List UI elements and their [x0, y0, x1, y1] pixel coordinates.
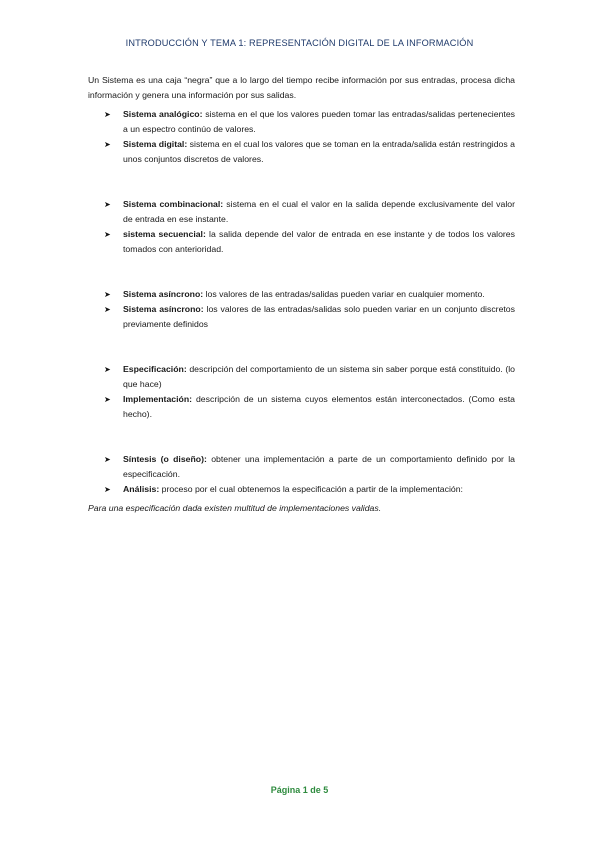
arrowhead-bullet-icon: ➤ — [104, 200, 111, 209]
list-item — [88, 452, 515, 482]
arrowhead-bullet-icon: ➤ — [104, 455, 111, 464]
term: Sistema digital: — [123, 139, 188, 149]
definition: sistema en el que los valores pueden tomar las entradas/salidas pertenecientes a un espectro continúo de valores. — [123, 109, 515, 134]
term: Sistema asíncrono: — [123, 289, 204, 299]
arrowhead-bullet-icon: ➤ — [104, 305, 111, 314]
closing-note: Para una especificación dada existen multitud de implementaciones validas. — [88, 503, 382, 513]
term: Implementación: — [123, 394, 193, 404]
group-combinational-sequential — [88, 197, 515, 257]
list-item — [88, 392, 515, 422]
term: Sistema combinacional: — [123, 199, 224, 209]
group-analog-digital — [88, 107, 515, 167]
term: sistema secuencial: — [123, 229, 206, 239]
term: Síntesis (o diseño): — [123, 454, 207, 464]
arrowhead-bullet-icon: ➤ — [104, 485, 111, 494]
group-spec-impl — [88, 362, 515, 422]
group-synthesis-analysis — [88, 452, 515, 497]
definition: los valores de las entradas/salidas solo pueden variar en un conjunto discretos previamente definidos — [123, 304, 515, 329]
definition: la salida depende del valor de entrada en ese instante y de todos los valores tomados con anterioridad. — [123, 229, 515, 254]
term: Sistema asíncrono: — [123, 304, 204, 314]
list-item — [88, 197, 515, 227]
list-item — [88, 482, 515, 497]
definition: obtener una implementación a parte de un comportamiento definido por la especificación. — [123, 454, 515, 479]
list-item — [88, 107, 515, 137]
arrowhead-bullet-icon: ➤ — [104, 110, 111, 119]
term: Análisis: — [123, 484, 160, 494]
page-number: Página 1 de 5 — [270, 785, 329, 795]
definition: proceso por el cual obtenemos la especificación a partir de la implementación: — [159, 484, 463, 494]
arrowhead-bullet-icon: ➤ — [104, 230, 111, 239]
arrowhead-bullet-icon: ➤ — [104, 365, 111, 374]
list-item — [88, 362, 515, 392]
group-async-sync — [88, 287, 515, 332]
definition: los valores de las entradas/salidas pueden variar en cualquier momento. — [203, 289, 485, 299]
list-item — [88, 302, 515, 332]
arrowhead-bullet-icon: ➤ — [104, 395, 111, 404]
term: Sistema analógico: — [123, 109, 203, 119]
page-header-title: INTRODUCCIÓN Y TEMA 1: REPRESENTACIÓN DIGITAL DE LA INFORMACIÓN — [125, 38, 474, 48]
term: Especificación: — [123, 364, 187, 374]
list-item — [88, 227, 515, 257]
intro-paragraph: Un Sistema es una caja “negra” que a lo largo del tiempo recibe información por sus entradas, procesa dicha información y genera una información por sus salidas. — [88, 75, 515, 100]
arrowhead-bullet-icon: ➤ — [104, 140, 111, 149]
document-body — [88, 73, 515, 516]
definition: sistema en el cual los valores que se toman en la entrada/salida están restringidos a unos conjuntos discretos de valores. — [123, 139, 515, 164]
definition: descripción del comportamiento de un sistema sin saber porque está constituido. (lo que hace) — [123, 364, 515, 389]
definition: sistema en el cual el valor en la salida depende exclusivamente del valor de entrada en ese instante. — [123, 199, 515, 224]
list-item — [88, 137, 515, 167]
list-item — [88, 287, 515, 302]
definition: descripción de un sistema cuyos elementos están interconectados. (Como esta hecho). — [123, 394, 515, 419]
arrowhead-bullet-icon: ➤ — [104, 290, 111, 299]
